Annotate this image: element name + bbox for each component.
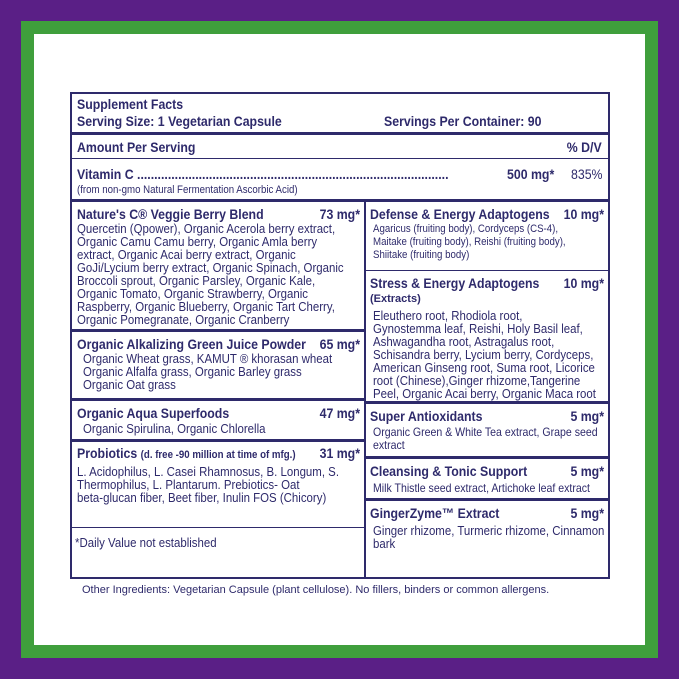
ingredient-line: Agaricus (fruiting body), Cordyceps (CS-4), [373, 223, 559, 235]
defense-adaptogens-amount: 10 mg* [563, 206, 604, 222]
panel-title: Supplement Facts [77, 96, 184, 112]
rule-left-3 [72, 439, 364, 442]
ingredient-line: L. Acidophilus, L. Casei Rhamnosus, B. Longum, S. [77, 464, 339, 479]
rule-right-4 [366, 498, 608, 501]
probiotics-name [77, 445, 296, 461]
probiotics-note: (d. free -90 million at time of mfg.) [140, 449, 296, 461]
ingredient-line: Organic Spirulina, Organic Chlorella [83, 421, 266, 436]
ingredient-line: Ashwagandha root, Astragalus root, [373, 334, 555, 349]
cleansing-support-name: Cleansing & Tonic Support [370, 463, 528, 479]
gingerzyme-amount: 5 mg* [570, 505, 604, 521]
column-divider [364, 202, 366, 577]
probiotics-amount: 31 mg* [319, 445, 360, 461]
ingredient-line: Quercetin (Qpower), Organic Acerola berry extract, [77, 221, 336, 236]
ingredient-line: Gynostemma leaf, Reishi, Holy Basil leaf, [373, 321, 583, 336]
serving-size: Serving Size: 1 Vegetarian Capsule [77, 113, 282, 129]
stress-adaptogens-subtitle: (Extracts) [370, 293, 421, 305]
defense-adaptogens-ingredients [373, 223, 566, 262]
ingredient-line: GoJi/Lycium berry extract, Organic Spinach, Organic [77, 260, 344, 275]
probiotics-title: Probiotics [77, 445, 138, 461]
ingredient-line: Organic Wheat grass, KAMUT ® khorasan wheat [83, 351, 333, 366]
vitamin-c-name: Vitamin C ........................................................................................... [77, 166, 449, 182]
rule-left-2 [72, 398, 364, 401]
ingredient-line: Broccoli sprout, Organic Parsley, Organic Kale, [77, 273, 316, 288]
ingredient-line: Thermophilus, L. Plantarum. Prebiotics- Oat [77, 477, 300, 492]
super-antioxidants-amount: 5 mg* [570, 408, 604, 424]
veggie-berry-blend-ingredients [77, 222, 344, 326]
servings-per-container: Servings Per Container: 90 [384, 113, 542, 129]
vitamin-c-note: (from non-gmo Natural Fermentation Ascorbic Acid) [77, 184, 298, 196]
stress-adaptogens-amount: 10 mg* [563, 275, 604, 291]
amount-per-serving: Amount Per Serving [77, 139, 196, 155]
ingredient-line: beta-glucan fiber, Beet fiber, Inulin FOS (Chicory) [77, 490, 327, 505]
rule-vitamin [72, 199, 608, 202]
rule-left-1 [72, 329, 364, 332]
stress-adaptogens-ingredients [373, 309, 596, 400]
ingredient-line: Organic Alfalfa grass, Organic Barley grass [83, 364, 302, 379]
vitamin-c-amount: 500 mg* [507, 166, 555, 182]
rule-right-3 [366, 456, 608, 459]
gingerzyme-name: GingerZyme™ Extract [370, 505, 500, 521]
ingredient-line: extract [373, 438, 405, 452]
other-ingredients: Other Ingredients: Vegetarian Capsule (plant cellulose). No fillers, binders or common allergens. [82, 584, 550, 596]
ingredient-line: bark [373, 536, 396, 551]
ingredient-line: Milk Thistle seed extract, Artichoke leaf extract [373, 481, 590, 495]
rule-amount [72, 158, 608, 159]
rule-left-4 [72, 527, 364, 528]
ingredient-line: extract, Organic Acai berry extract, Organic [77, 247, 296, 262]
ingredient-line: Raspberry, Organic Blueberry, Organic Tart Cherry, [77, 299, 335, 314]
defense-adaptogens-name: Defense & Energy Adaptogens [370, 206, 550, 222]
rule-header [72, 132, 608, 135]
probiotics-ingredients [77, 465, 339, 504]
ingredient-line: Organic Pomegranate, Organic Cranberry [77, 312, 290, 327]
veggie-berry-blend-amount: 73 mg* [319, 206, 360, 222]
cleansing-support-ingredients [373, 482, 590, 495]
ingredient-line: Ginger rhizome, Turmeric rhizome, Cinnamon [373, 523, 605, 538]
label-background [34, 34, 645, 645]
ingredient-line: Organic Camu Camu berry, Organic Amla berry [77, 234, 318, 249]
aqua-superfoods-name: Organic Aqua Superfoods [77, 405, 230, 421]
ingredient-line: Organic Tomato, Organic Strawberry, Organic [77, 286, 309, 301]
green-juice-name: Organic Alkalizing Green Juice Powder [77, 336, 306, 352]
ingredient-line: Organic Oat grass [83, 377, 176, 392]
daily-value-footnote: *Daily Value not established [75, 535, 217, 550]
gingerzyme-ingredients [373, 524, 604, 550]
ingredient-line: American Ginseng root, Suma root, Licorice [373, 360, 595, 375]
super-antioxidants-ingredients [373, 426, 598, 452]
cleansing-support-amount: 5 mg* [570, 463, 604, 479]
green-juice-amount: 65 mg* [319, 336, 360, 352]
ingredient-line: Organic Green & White Tea extract, Grape seed [373, 425, 598, 439]
ingredient-line: Eleuthero root, Rhodiola root, [373, 308, 523, 323]
daily-value-header: % D/V [567, 139, 602, 155]
ingredient-line: root (Chinese),Ginger rhizome,Tangerine [373, 373, 581, 388]
supplement-facts-panel [70, 92, 610, 579]
ingredient-line: Shiitake (fruiting body) [373, 249, 470, 261]
ingredient-line: Schisandra berry, Lycium berry, Cordyceps, [373, 347, 594, 362]
ingredient-line: Maitake (fruiting body), Reishi (fruiting body), [373, 236, 566, 248]
super-antioxidants-name: Super Antioxidants [370, 408, 483, 424]
rule-right-2 [366, 401, 608, 404]
green-frame [21, 21, 658, 658]
veggie-berry-blend-name: Nature's C® Veggie Berry Blend [77, 206, 264, 222]
rule-right-1 [366, 270, 608, 271]
ingredient-line: Peel, Organic Acai berry, Organic Maca root [373, 386, 596, 401]
vitamin-c-dv: 835% [571, 166, 603, 182]
stress-adaptogens-name: Stress & Energy Adaptogens [370, 275, 540, 291]
green-juice-ingredients [83, 352, 332, 391]
aqua-superfoods-ingredients [83, 422, 265, 435]
aqua-superfoods-amount: 47 mg* [319, 405, 360, 421]
